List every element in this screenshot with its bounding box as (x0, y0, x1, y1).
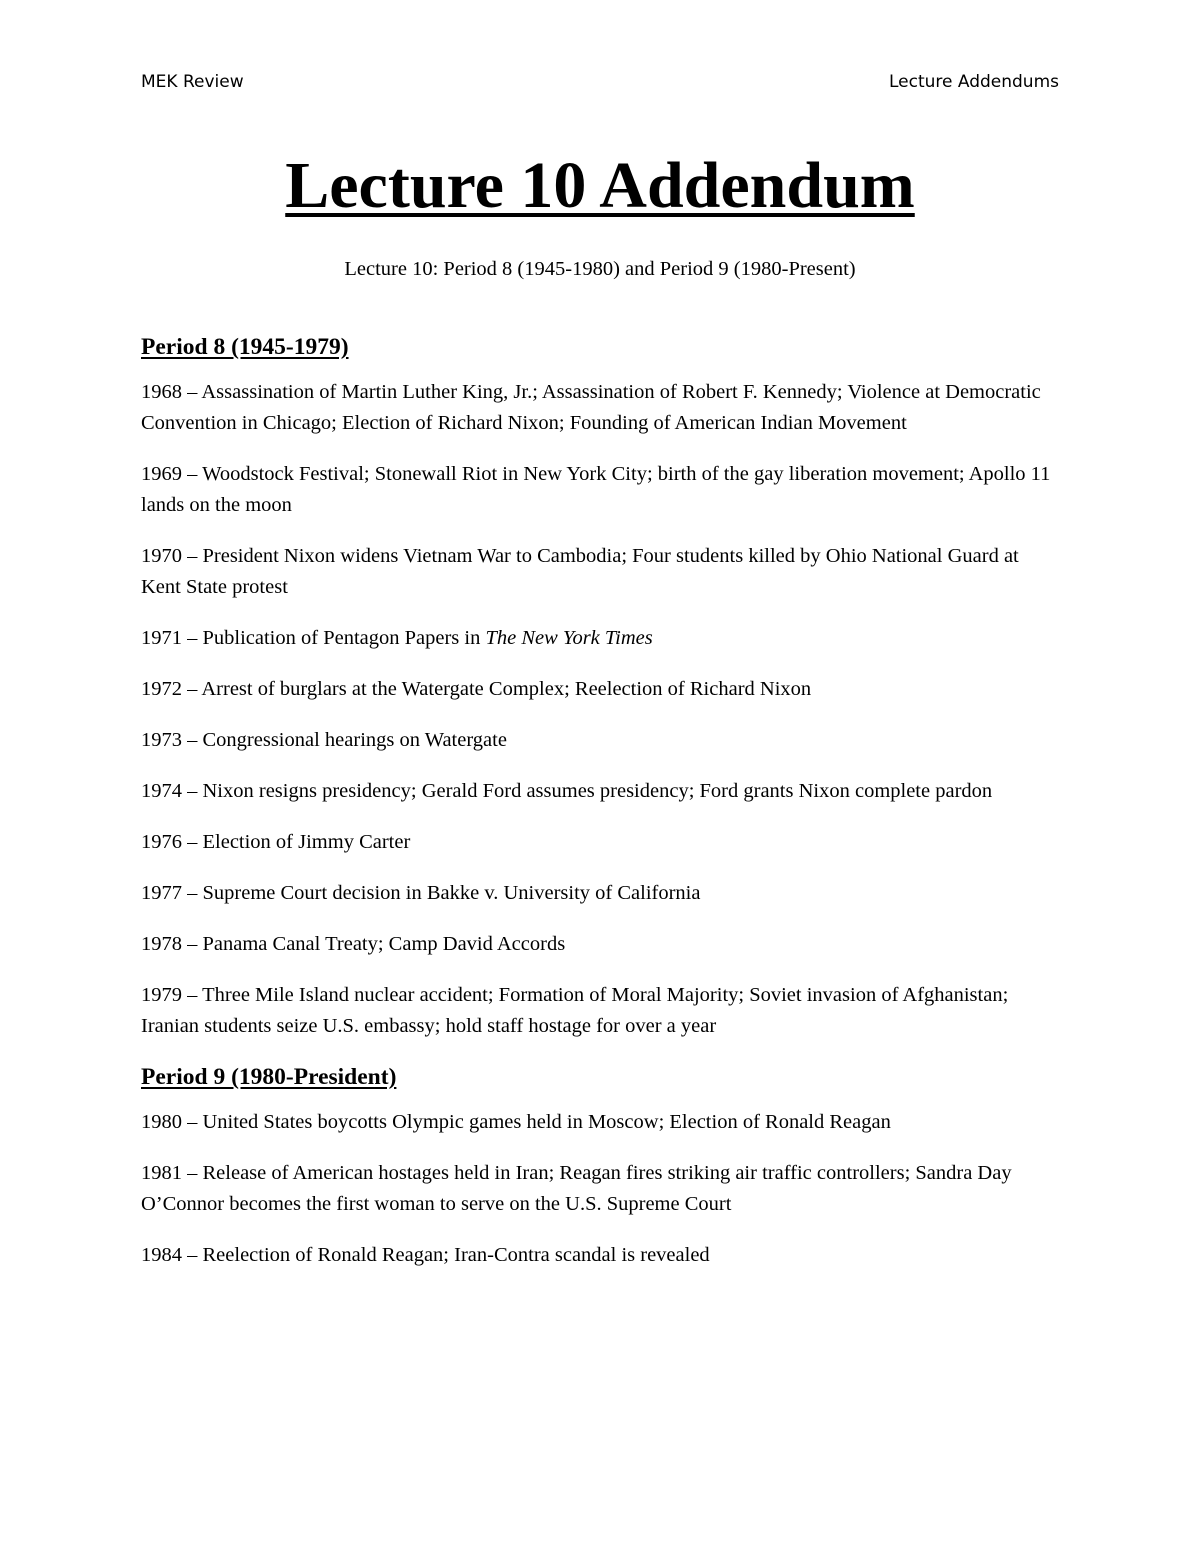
entry-text: Reelection of Ronald Reagan; Iran-Contra scandal is revealed (202, 1244, 710, 1266)
entry-year: 1981 (141, 1162, 182, 1184)
entry-italic-title: The New York Times (485, 627, 653, 649)
entry-separator: – (182, 381, 202, 403)
entry-year: 1971 (141, 627, 182, 649)
entry-year: 1977 (141, 882, 182, 904)
entry-separator: – (182, 1111, 203, 1133)
entry-separator: – (182, 882, 203, 904)
entry-separator: – (182, 831, 203, 853)
timeline-entry (141, 459, 1061, 521)
timeline-entry (141, 878, 1061, 909)
entry-text: Election of Jimmy Carter (202, 831, 411, 853)
section-heading: Period 9 (1980-President) (141, 1064, 397, 1090)
timeline-entry (141, 377, 1061, 439)
entry-text: Nixon resigns presidency; Gerald Ford assumes presidency; Ford grants Nixon complete pardon (202, 780, 993, 802)
timeline-entry (141, 1158, 1061, 1220)
timeline-entry (141, 725, 1061, 756)
entry-year: 1974 (141, 780, 182, 802)
entry-text: Woodstock Festival; Stonewall Riot in New York City; birth of the gay liberation movement; Apollo 11 lands on the moon (141, 463, 1051, 516)
entry-separator: – (182, 1244, 203, 1266)
entry-text: United States boycotts Olympic games held in Moscow; Election of Ronald Reagan (202, 1111, 891, 1133)
entry-year: 1976 (141, 831, 182, 853)
timeline-entry (141, 1107, 1061, 1138)
entry-year: 1978 (141, 933, 182, 955)
timeline-entry (141, 929, 1061, 960)
header-left: MEK Review (141, 72, 244, 92)
page-subtitle: Lecture 10: Period 8 (1945-1980) and Period 9 (1980-Present) (344, 258, 856, 280)
entry-separator: – (182, 729, 203, 751)
entry-list (141, 1107, 1061, 1271)
entry-separator: – (182, 1162, 203, 1184)
entry-year: 1970 (141, 545, 182, 567)
entry-year: 1969 (141, 463, 182, 485)
entry-list (141, 377, 1061, 1042)
entry-text: Release of American hostages held in Iran; Reagan fires striking air traffic controllers; Sandra Day O’Connor becomes the first woman to serve on the U.S. Supreme Court (141, 1162, 1012, 1215)
entry-separator: – (182, 627, 203, 649)
entry-text: Congressional hearings on Watergate (202, 729, 507, 751)
entry-separator: – (182, 780, 203, 802)
page-header (141, 72, 1059, 92)
entry-text: Panama Canal Treaty; Camp David Accords (202, 933, 566, 955)
entry-text: Three Mile Island nuclear accident; Formation of Moral Majority; Soviet invasion of Afghanistan; Iranian students seize U.S. embassy; hold staff hostage for over a year (141, 984, 1009, 1037)
timeline-entry (141, 541, 1061, 603)
entry-text: President Nixon widens Vietnam War to Cambodia; Four students killed by Ohio National Guard at Kent State protest (141, 545, 1019, 598)
entry-separator: – (182, 463, 203, 485)
entry-separator: – (182, 678, 202, 700)
header-right: Lecture Addendums (888, 72, 1059, 92)
entry-year: 1984 (141, 1244, 182, 1266)
entry-text: Assassination of Martin Luther King, Jr.; Assassination of Robert F. Kennedy; Violence at Democratic Convention in Chicago; Election of Richard Nixon; Founding of American Indian Movement (141, 381, 1041, 434)
page-title: Lecture 10 Addendum (285, 149, 915, 222)
timeline-entry (141, 827, 1061, 858)
entry-year: 1972 (141, 678, 182, 700)
section-period-9 (141, 1062, 1061, 1271)
timeline-entry (141, 623, 1061, 654)
entry-separator: – (182, 984, 203, 1006)
document-body (141, 332, 1061, 1291)
section-heading: Period 8 (1945-1979) (141, 334, 349, 360)
entry-year: 1979 (141, 984, 182, 1006)
entry-text: Publication of Pentagon Papers in (202, 627, 486, 649)
entry-year: 1968 (141, 381, 182, 403)
entry-year: 1980 (141, 1111, 182, 1133)
timeline-entry (141, 776, 1061, 807)
timeline-entry (141, 674, 1061, 705)
entry-separator: – (182, 545, 203, 567)
timeline-entry (141, 1240, 1061, 1271)
timeline-entry (141, 980, 1061, 1042)
entry-year: 1973 (141, 729, 182, 751)
entry-text: Supreme Court decision in Bakke v. University of California (202, 882, 701, 904)
section-period-8 (141, 332, 1061, 1042)
entry-text: Arrest of burglars at the Watergate Complex; Reelection of Richard Nixon (201, 678, 812, 700)
entry-separator: – (182, 933, 203, 955)
